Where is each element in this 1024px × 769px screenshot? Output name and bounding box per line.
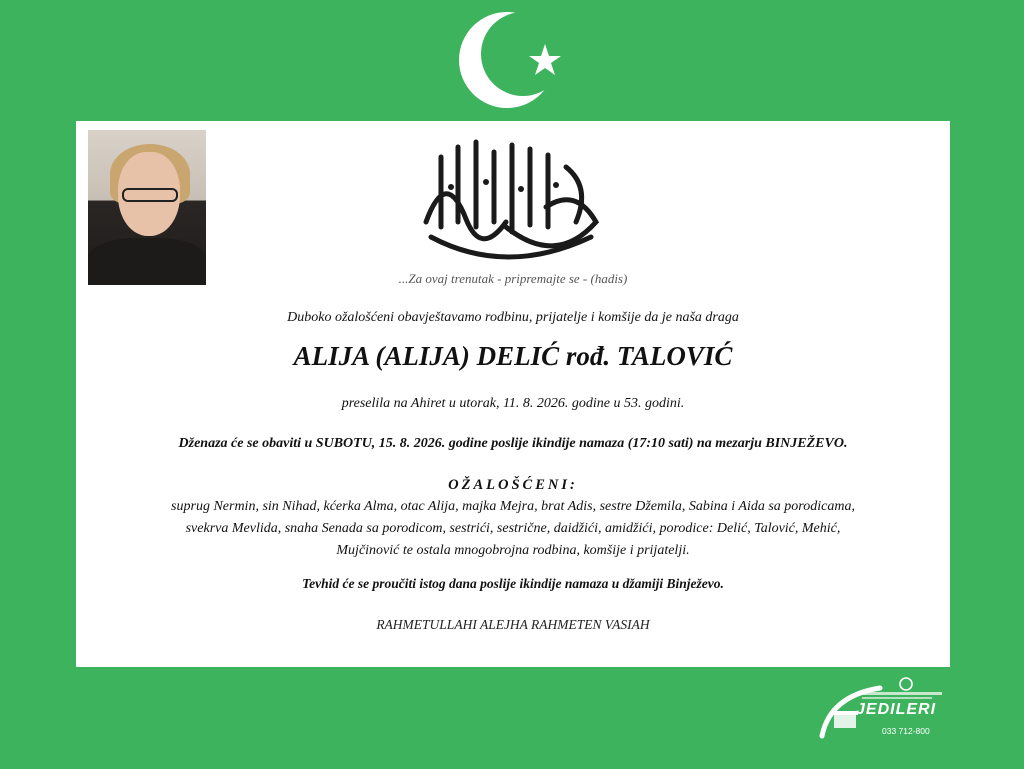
tevhid-text: Tevhid će se proučiti istog dana poslije ikindije namaza u džamiji Binježevo.	[302, 576, 724, 591]
arabic-calligraphy-icon	[406, 127, 616, 277]
death-date-text: preselila na Ahiret u utorak, 11. 8. 2026. godine u 53. godini.	[341, 396, 685, 411]
mourners-line: svekrva Mevlida, snaha Senada sa porodicom, sestrići, sestrične, daidžići, amidžići, porodice: Delić, Talović, Mehić,	[185, 521, 841, 536]
logo-name: JEDILERI	[856, 701, 937, 718]
intro-text: Duboko ožalošćeni obavještavamo rodbinu, prijatelje i komšije da je naša draga	[287, 310, 739, 325]
mourners-heading: OŽALOŠĆENI:	[448, 477, 578, 493]
closing-prayer: RAHMETULLAHI ALEJHA RAHMETEN VASIAH	[376, 617, 650, 632]
obituary-card	[76, 121, 950, 667]
hadis-quote: ...Za ovaj trenutak - pripremajte se - (hadis)	[398, 271, 628, 286]
mourners-list	[86, 496, 940, 562]
deceased-photo	[88, 130, 206, 285]
mourners-line: suprug Nermin, sin Nihad, kćerka Alma, otac Alija, majka Mejra, brat Adis, sestre Džemila, Sabina i Aida sa porodicama,	[171, 499, 855, 514]
funeral-details: Dženaza će se obaviti u SUBOTU, 15. 8. 2026. godine poslije ikindije namaza (17:10 sati) na mezarju BINJEŽEVO.	[178, 436, 848, 451]
deceased-name: ALIJA (ALIJA) DELIĆ rođ. TALOVIĆ	[293, 341, 733, 371]
mourners-line: Mujčinović te ostala mnogobrojna rodbina, komšije i prijatelji.	[336, 543, 690, 558]
logo-phone: 033 712-800	[882, 726, 930, 736]
crescent-star-icon	[455, 8, 575, 113]
